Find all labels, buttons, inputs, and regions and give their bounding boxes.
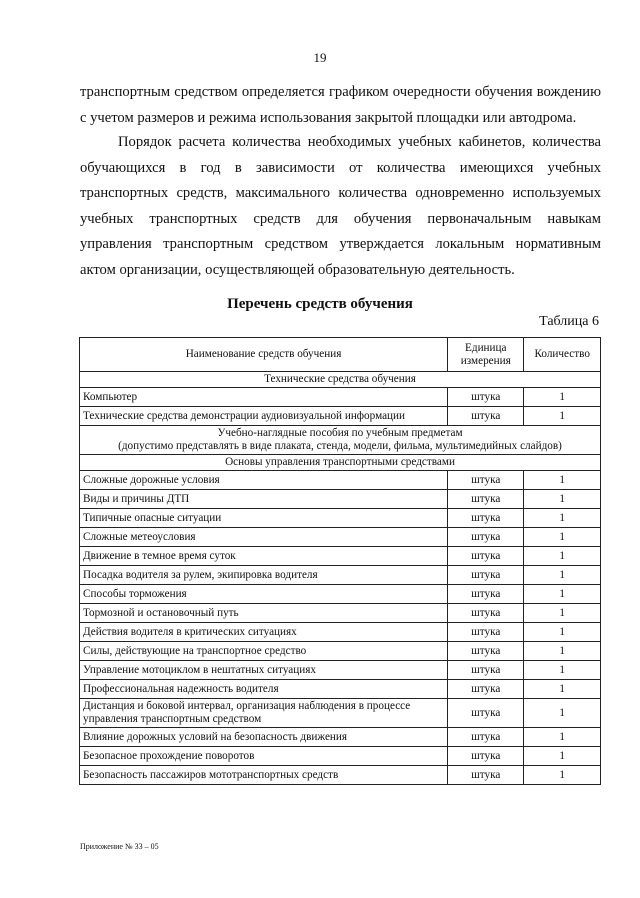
item-unit: штука (448, 528, 524, 547)
page-number: 19 (313, 50, 327, 65)
table-row (80, 699, 601, 728)
item-name: Способы торможения (80, 585, 448, 604)
section-title (80, 426, 601, 455)
table-row (80, 547, 601, 566)
table-row (80, 728, 601, 747)
item-qty: 1 (524, 604, 601, 623)
section-header-technical (80, 372, 601, 388)
item-name: Сложные метеоусловия (80, 528, 448, 547)
table-row (80, 509, 601, 528)
item-name: Безопасное прохождение поворотов (80, 747, 448, 766)
item-qty: 1 (524, 407, 601, 426)
item-qty: 1 (524, 642, 601, 661)
item-name: Типичные опасные ситуации (80, 509, 448, 528)
table-row (80, 642, 601, 661)
item-unit: штука (448, 699, 524, 728)
table-row (80, 661, 601, 680)
section-title: Технические средства обучения (80, 372, 601, 388)
item-unit: штука (448, 388, 524, 407)
table-header-row (80, 338, 601, 372)
item-name: Дистанция и боковой интервал, организация наблюдения в процессе управления транспортным средством (80, 699, 448, 728)
item-name: Влияние дорожных условий на безопасность движения (80, 728, 448, 747)
item-unit: штука (448, 661, 524, 680)
section-subtitle-line: (допустимо представлять в виде плаката, стенда, модели, фильма, мультимедийных слайдов) (118, 440, 562, 452)
item-qty: 1 (524, 388, 601, 407)
item-unit: штука (448, 604, 524, 623)
item-qty: 1 (524, 509, 601, 528)
item-name: Силы, действующие на транспортное средство (80, 642, 448, 661)
paragraph-1: транспортным средством определяется графиком очередности обучения вождению с учетом размеров и режима использования закрытой площадки или автодрома. (80, 84, 601, 126)
header-unit: Единица измерения (448, 338, 524, 372)
item-unit: штука (448, 407, 524, 426)
item-name: Сложные дорожные условия (80, 471, 448, 490)
item-name: Компьютер (80, 388, 448, 407)
item-name: Технические средства демонстрации аудиовизуальной информации (80, 407, 448, 426)
item-unit: штука (448, 728, 524, 747)
table-label: Таблица 6 (539, 314, 599, 329)
table-row (80, 388, 601, 407)
item-unit: штука (448, 509, 524, 528)
training-means-table (79, 337, 601, 785)
item-unit: штука (448, 766, 524, 785)
item-name: Виды и причины ДТП (80, 490, 448, 509)
item-qty: 1 (524, 547, 601, 566)
item-qty: 1 (524, 623, 601, 642)
section-title-line: Учебно-наглядные пособия по учебным предметам (217, 427, 463, 439)
table-row (80, 766, 601, 785)
table-title: Перечень средств обучения (227, 296, 413, 312)
table-row (80, 680, 601, 699)
footer-note: Приложение № 33 – 05 (80, 842, 159, 851)
item-qty: 1 (524, 585, 601, 604)
item-qty: 1 (524, 528, 601, 547)
item-name: Безопасность пассажиров мототранспортных средств (80, 766, 448, 785)
item-qty: 1 (524, 699, 601, 728)
section-header-vehicle-control (80, 455, 601, 471)
item-unit: штука (448, 566, 524, 585)
item-name: Движение в темное время суток (80, 547, 448, 566)
table-row (80, 490, 601, 509)
item-name: Действия водителя в критических ситуациях (80, 623, 448, 642)
paragraph-2: Порядок расчета количества необходимых учебных кабинетов, количества обучающихся в год в зависимости от количества имеющихся учебных транспортных средств, максимального количества одновременно используемых учебных транспортных средств для обучения первоначальным навыкам управления транспортным средством утверждается локальным нормативным актом организации, осуществляющей образовательную деятельность. (80, 134, 601, 278)
table-row (80, 471, 601, 490)
item-unit: штука (448, 623, 524, 642)
section-header-visual-aids (80, 426, 601, 455)
header-qty: Количество (524, 338, 601, 372)
item-name: Управление мотоциклом в нештатных ситуациях (80, 661, 448, 680)
item-unit: штука (448, 642, 524, 661)
table-row (80, 407, 601, 426)
item-name: Посадка водителя за рулем, экипировка водителя (80, 566, 448, 585)
section-title: Основы управления транспортными средствами (80, 455, 601, 471)
item-unit: штука (448, 547, 524, 566)
item-qty: 1 (524, 680, 601, 699)
item-name: Профессиональная надежность водителя (80, 680, 448, 699)
item-qty: 1 (524, 490, 601, 509)
item-unit: штука (448, 680, 524, 699)
item-qty: 1 (524, 471, 601, 490)
item-name: Тормозной и остановочный путь (80, 604, 448, 623)
table-row (80, 566, 601, 585)
item-unit: штука (448, 471, 524, 490)
item-unit: штука (448, 747, 524, 766)
table-row (80, 585, 601, 604)
item-qty: 1 (524, 661, 601, 680)
item-qty: 1 (524, 766, 601, 785)
item-unit: штука (448, 585, 524, 604)
table-row (80, 528, 601, 547)
item-qty: 1 (524, 566, 601, 585)
table-row (80, 747, 601, 766)
table-row (80, 604, 601, 623)
item-unit: штука (448, 490, 524, 509)
item-qty: 1 (524, 747, 601, 766)
item-qty: 1 (524, 728, 601, 747)
table-row (80, 623, 601, 642)
header-name: Наименование средств обучения (80, 338, 448, 372)
